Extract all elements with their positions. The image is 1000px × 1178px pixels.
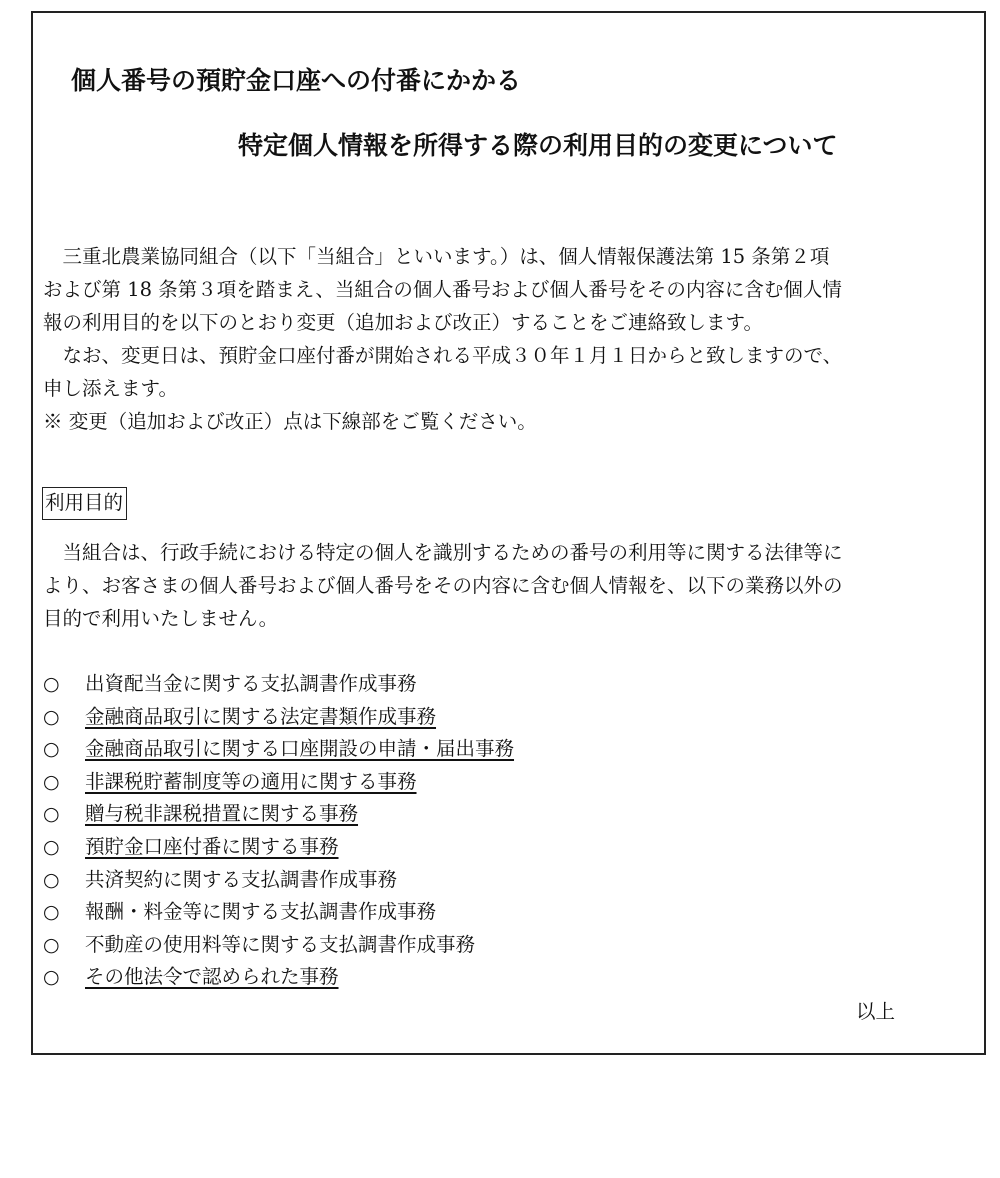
purpose-line: より、お客さまの個人番号および個人番号をその内容に含む個人情報を、以下の業務以外の	[43, 574, 843, 597]
circle-bullet-icon: ○	[43, 901, 60, 924]
list-item	[43, 864, 514, 897]
list-item-text-changed: 金融商品取引に関する法定書類作成事務	[85, 704, 437, 728]
circle-bullet-icon: ○	[43, 770, 60, 793]
purpose-paragraph	[43, 536, 983, 635]
circle-bullet-icon: ○	[43, 868, 60, 891]
purpose-list	[43, 668, 514, 994]
intro-line: ※ 変更（追加および改正）点は下線部をご覧ください。	[43, 410, 537, 433]
circle-bullet-icon: ○	[43, 966, 60, 989]
intro-line: 三重北農業協同組合（以下「当組合」といいます。）は、個人情報保護法第 15 条第２項	[43, 245, 830, 268]
circle-bullet-icon: ○	[43, 835, 60, 858]
list-item	[43, 798, 514, 831]
purpose-line: 目的で利用いたしません。	[43, 607, 279, 630]
purpose-line: 当組合は、行政手続における特定の個人を識別するための番号の利用等に関する法律等に	[43, 541, 843, 564]
list-item-text-changed: 贈与税非課税措置に関する事務	[85, 802, 359, 826]
notice-box	[31, 11, 986, 1055]
list-item	[43, 896, 514, 929]
intro-line: なお、変更日は、預貯金口座付番が開始される平成３０年１月１日からと致しますので、	[43, 344, 843, 367]
circle-bullet-icon: ○	[43, 738, 60, 761]
list-item	[43, 733, 514, 766]
list-item-text: 共済契約に関する支払調書作成事務	[85, 867, 398, 891]
list-item-text-changed: 金融商品取引に関する口座開設の申請・届出事務	[85, 737, 515, 761]
intro-paragraph	[43, 240, 983, 438]
list-item	[43, 668, 514, 701]
list-item-text-changed: 預貯金口座付番に関する事務	[85, 834, 339, 858]
purpose-heading: 利用目的	[42, 487, 127, 520]
circle-bullet-icon: ○	[43, 673, 60, 695]
list-item	[43, 701, 514, 734]
list-item-text: 出資配当金に関する支払調書作成事務	[85, 672, 417, 695]
list-item	[43, 831, 514, 864]
title-line-2: 特定個人情報を所得する際の利用目的の変更について	[238, 131, 838, 160]
list-item-text-changed: その他法令で認められた事務	[85, 965, 339, 989]
circle-bullet-icon: ○	[43, 803, 60, 826]
closing-remark: 以上	[856, 1000, 896, 1023]
list-item-text: 不動産の使用料等に関する支払調書作成事務	[85, 932, 476, 956]
list-item	[43, 961, 514, 994]
list-item	[43, 929, 514, 962]
list-item	[43, 766, 514, 799]
list-item-text: 報酬・料金等に関する支払調書作成事務	[85, 900, 437, 924]
intro-line: および第 18 条第３項を踏まえ、当組合の個人番号および個人番号をその内容に含む個人情	[43, 278, 842, 301]
intro-line: 申し添えます。	[43, 377, 178, 400]
title-line-1: 個人番号の預貯金口座への付番にかかる	[71, 66, 522, 95]
list-item-text-changed: 非課税貯蓄制度等の適用に関する事務	[85, 769, 417, 793]
circle-bullet-icon: ○	[43, 933, 60, 956]
circle-bullet-icon: ○	[43, 705, 60, 728]
intro-line: 報の利用目的を以下のとおり変更（追加および改正）することをご連絡致します。	[43, 311, 763, 334]
